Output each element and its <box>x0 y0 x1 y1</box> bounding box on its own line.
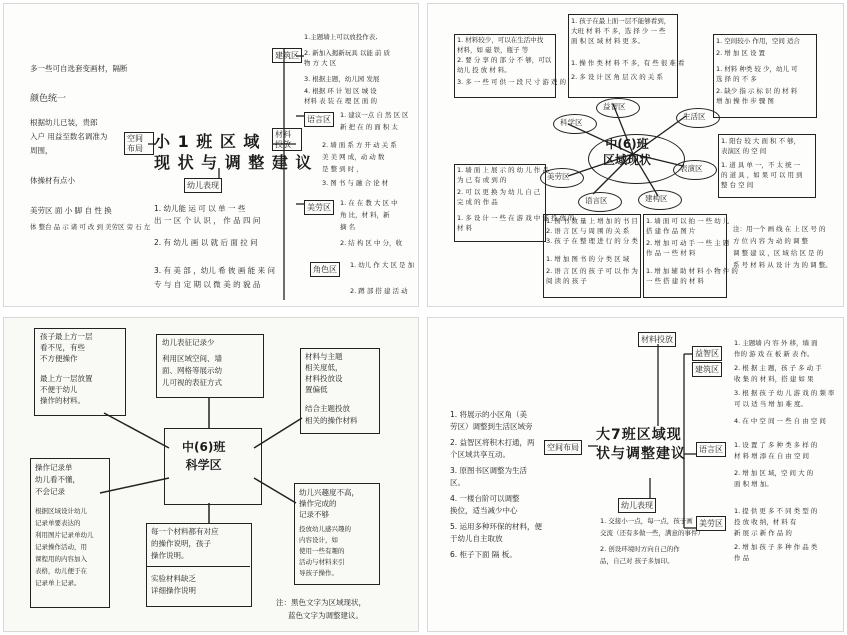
left-line-9: 表格，幼儿便于在 <box>35 567 87 575</box>
material-tag: 材料投放 <box>638 332 676 347</box>
left-item-5: 3. 原图书区调整为生活 <box>450 466 528 475</box>
top-right-line-5: 结合主题投放 <box>305 404 350 413</box>
note-line-2: 方 位 内 容 为 动 的 调 整 <box>733 237 809 245</box>
left-item-9: 5. 运用多种环保的材料，便 <box>450 522 543 531</box>
status-item-1b: 出 一 区 个 认 识 ， 作 品 四 问 <box>154 216 261 225</box>
box-language-line-3: 3. 孩 子 在 整 理 进 行 的 分 类 <box>546 237 638 245</box>
left-line-10: 记录单上记录。 <box>35 579 81 587</box>
right-item-3: 2. 根 据 主 题，孩 子 多 动 手 <box>734 364 822 372</box>
right-item-5: 3. 根 据 孩 子 幼 儿 游 戏 的 频 率 <box>734 389 835 397</box>
box-performance-line-3: 1. 道 具 单 一，不 太 统 一 <box>721 161 801 169</box>
left-note-4: 入户 用益至数名调准为 <box>30 132 108 141</box>
right-item-12: 1. 提 供 更 多 不 同 类 型 的 <box>734 507 818 515</box>
right-item-2: 2. 新加入揭新玩具 以能 前 质 <box>304 49 390 57</box>
status-item-3: 3. 有 美 部 ，幼儿 希 彼 画 能 来 问 <box>154 266 275 275</box>
right-item-10: 美 美 网 成，动 动 数 <box>322 153 385 161</box>
note-line-4: 系 号 材 料 从 设 计 为 的 调 整。 <box>733 261 832 269</box>
box-art-line-4: 完 成 的 作 品 <box>457 198 498 206</box>
left-item-10: 于幼儿自主取放 <box>450 534 503 543</box>
mindmap-big-7-class <box>428 318 843 631</box>
box-life-line-5: 2. 缺少 指 示 标 识 的 材 料 <box>716 87 798 95</box>
box-life-line-1: 1. 空间较小 作用，空间 适合 <box>716 37 800 45</box>
note-line-1: 注：用一个 画 线 在 上 区 号 的 <box>733 225 826 233</box>
left-note-7: 美劳区 面 小 脚 自 性 换 <box>30 206 112 215</box>
top-right-line-3: 材料投放设 <box>305 374 343 383</box>
box-art-line-1: 1. 墙 面 上 展 示 的 幼 儿 作 品 <box>457 166 549 174</box>
left-note-1: 多一些可自选套变画材，隔断 <box>30 64 128 73</box>
box-puzzle-line-2: 大班 材 料 不 多，选 择 少 一 些 <box>571 27 666 35</box>
status-item-1: 1. 幼儿能 运 可 以 单 一 些 <box>154 204 246 213</box>
left-line-5: 记录单要表达的 <box>35 519 81 527</box>
tag-material: 材料 投放 <box>272 128 302 151</box>
left-note-8: 体 整台 品 示 诸 可 改 到 美劳区 旁 石 左 <box>30 223 151 231</box>
box-construction-line-1: 1. 墙 面 可 以 拍 一 些 幼 儿 <box>646 217 730 225</box>
top-left-line-1: 孩子最上方一层 <box>40 332 93 341</box>
status-item-2: 交流（还有多做一些，满意的事件） <box>600 529 704 537</box>
bottom-mid-line-3: 操作说明。 <box>151 551 189 560</box>
right-item-11: 是 整 到 时 ， <box>322 165 363 173</box>
bottom-right-line-4: 投放幼儿感兴趣的 <box>299 525 351 533</box>
right-item-17: 1. 幼儿 作 大 区 是 加 <box>350 261 415 269</box>
right-item-7: 4. 在 中 空 间 一 些 自 由 空 间 <box>734 417 826 425</box>
title: 小 1 班 区 域 现 状 与 调 整 建 议 <box>154 132 313 172</box>
child-performance-tag: 幼儿表现 <box>184 178 222 193</box>
left-note-3: 根据幼儿已装，贵郎 <box>30 118 98 127</box>
bottom-mid-line-5: 详细操作说明 <box>151 586 196 595</box>
right-item-6: 可 以 适 当 增 加 难 度。 <box>734 400 807 408</box>
node-life-label: 生活区 <box>683 112 706 121</box>
node-language-label: 语言区 <box>585 196 608 205</box>
top-left-line-5: 不便于幼儿 <box>40 385 78 394</box>
node-puzzle-label: 益智区 <box>603 102 626 111</box>
left-item-7: 4. 一楼台阶可以调整 <box>450 494 520 503</box>
node-art-label: 美劳区 <box>547 172 570 181</box>
right-item-13: 1. 在 在 教 大 区 中 <box>340 199 398 207</box>
status-item-3b: 专 与 自 定 期 以 微 美 的 貌 品 <box>154 280 261 289</box>
box-art-line-3: 2. 可 以 更 换 为 幼 儿 自 己 <box>457 188 541 196</box>
note-line-2: 蓝色文字为调整建议。 <box>288 611 363 620</box>
right-item-18: 2. 蹲 部 搭 建 活 动 <box>350 287 408 295</box>
top-mid-line-2: 利用区域空间、墙 <box>162 354 222 363</box>
box-performance-line-2: 表演区 的 空 间 <box>721 147 767 155</box>
tag-puzzle: 益智区 <box>692 346 722 361</box>
top-left-line-2: 看不见，有些 <box>40 343 85 352</box>
box-science-line-2: 材料，如 磁 铁，瓶子 等 <box>457 46 529 54</box>
box-language-line-5: 2. 语 言 区 的 孩 子 可 以 作 为 <box>546 267 638 275</box>
box-construction-line-2: 搭 建 作 品 图 片 <box>646 227 696 235</box>
box-art-line-2: 为 已 有 或 到 的 <box>457 176 507 184</box>
bottom-right-line-1: 幼儿兴趣度不高， <box>299 488 359 497</box>
space-layout-tag: 空间 布局 <box>124 132 154 155</box>
node-performance-label: 表演区 <box>680 164 703 173</box>
top-left-line-3: 不方便操作 <box>40 354 78 363</box>
top-right-line-1: 材料与主题 <box>305 352 343 361</box>
right-item-9: 材 料 增 添 在 自 由 空 间 <box>734 452 810 460</box>
note-line-3: 调 整 建 议 ，区 域 给 区 是 的 <box>733 249 824 257</box>
left-line-1: 操作记录单 <box>35 463 73 472</box>
mindmap-middle-6-class-areas <box>428 4 843 306</box>
left-item-3: 2. 益智区将积木打通，两 <box>450 438 535 447</box>
box-life-line-2: 2. 增 加 区 设 置 <box>716 49 766 57</box>
right-item-5: 4. 根据 环 计 划 区 城 设 <box>304 87 377 95</box>
left-line-2: 幼儿看不懂， <box>35 475 80 484</box>
left-line-6: 利用图片记录单幼儿 <box>35 531 94 539</box>
title: 大7班区域现 状与调整建议 <box>596 427 686 462</box>
mindmap-middle-6-science-area <box>4 318 418 631</box>
box-life-line-6: 增 加 操 作 步 骤 图 <box>716 97 774 105</box>
top-right-line-2: 相关度低， <box>305 363 343 372</box>
right-item-4: 3. 根据主题，幼儿园 发展 <box>304 75 380 83</box>
right-item-1: 1.主题墙上可以放投作表, <box>304 33 378 41</box>
box-performance-line-1: 1. 阳台 较 大 面 积 不 够， <box>721 137 801 145</box>
box-science-line-5: 3. 多 一 些 可 供 一 段 尺 寸 游 戏 的 <box>457 78 566 86</box>
left-line-3: 不会记录 <box>35 487 65 496</box>
bottom-right-line-5: 内容设计，如 <box>299 536 338 544</box>
bottom-right-line-8: 导孩子操作。 <box>299 569 338 577</box>
top-left-line-6: 操作的材料。 <box>40 396 85 405</box>
right-item-8: 1. 设 置 了 多 种 类 多 样 的 <box>734 441 818 449</box>
left-item-1: 1. 将展示的小区角（美 <box>450 410 528 419</box>
box-art-line-6: 材 料 <box>457 224 473 232</box>
box-puzzle-line-5: 2. 多 设 计 区 角 层 次 的 关 系 <box>571 73 663 81</box>
right-item-16: 2. 结 构 区 中 分，收 <box>340 239 403 247</box>
left-line-7: 记录操作活动，用 <box>35 543 87 551</box>
box-performance-line-4: 的 道 具 ，如 果 可 以 用 到 <box>721 171 803 179</box>
box-life-line-4: 选 择 的 不 多 <box>716 75 757 83</box>
bottom-mid-line-1: 每一个材料都有对应 <box>151 527 219 536</box>
right-item-9: 2. 墙 面 系 方 开 动 关 系 <box>322 141 397 149</box>
child-performance-tag: 幼儿表现 <box>618 498 656 513</box>
right-item-7: 1. 建议一点 自 然 区 区 <box>340 111 409 119</box>
box-performance-line-5: 整 台 空 间 <box>721 181 754 189</box>
box-science-line-3: 2. 要 分 享 的 部 分 不 够，可以 <box>457 56 552 64</box>
right-item-14: 新 展 示 新 作 品 的 <box>734 529 792 537</box>
right-item-16: 作 品 <box>734 554 750 562</box>
top-left-line-4: 最上方一层放置 <box>40 374 93 383</box>
space-layout-tag: 空间布局 <box>544 440 582 455</box>
right-item-14: 角 比，材 料，新 <box>340 211 390 219</box>
center-title: 中(6)班 科学区 <box>182 440 226 472</box>
left-note-2: 颜色统一 <box>30 94 67 104</box>
box-science-line-1: 1. 材料较少，可以在生活中找 <box>457 36 544 44</box>
left-note-5: 周围， <box>30 146 53 155</box>
box-art-line-5: 1. 多 设 计 一 些 在 游 戏 中 能 投 放 的 <box>457 214 575 222</box>
top-mid-line-3: 面、网格等展示幼 <box>162 366 222 375</box>
note-line-1: 注：黑色文字为区域现状， <box>276 598 366 607</box>
right-item-13: 投 放 收 纳，材 料 有 <box>734 518 797 526</box>
tag-role: 角色区 <box>310 262 340 277</box>
right-item-15: 摘 名 <box>340 223 356 231</box>
right-item-6: 材料 表 装 在 理 区 面 的 <box>304 97 377 105</box>
top-mid-line-1: 幼儿表征记录少 <box>162 338 215 347</box>
box-language-line-6: 阅 读 的 孩 子 <box>546 277 587 285</box>
box-language-line-1: 1. 图 书 数 量 上 增 加 的 书 目 <box>546 217 638 225</box>
top-mid-line-4: 儿可视的表征方式 <box>162 378 222 387</box>
bottom-mid-line-2: 的操作说明，孩子 <box>151 539 211 548</box>
box-puzzle-line-3: 面 积 区 域 材 料 更 多。 <box>571 37 644 45</box>
left-item-11: 6. 柜子下面 隔 板。 <box>450 550 517 559</box>
bottom-right-line-6: 使用一些有趣的 <box>299 547 345 555</box>
status-item-3: 2. 创设环境时方向自己的作 <box>600 545 680 553</box>
status-item-4: 品，自己对 孩子多加印。 <box>600 557 674 565</box>
bottom-right-line-2: 操作完成的 <box>299 499 337 508</box>
bottom-right-line-7: 活动与材料来引 <box>299 558 345 566</box>
box-language-line-2: 2. 语 言 区 与 周 围 的 关 系 <box>546 227 630 235</box>
tag-language: 语言区 <box>696 442 726 457</box>
right-item-3: 物 方 大 区 <box>304 59 337 67</box>
left-item-8: 换位，适当减少中心 <box>450 506 518 515</box>
center-title: 中(6)班 区域现状 <box>603 137 652 167</box>
node-science-label: 科学区 <box>560 118 583 127</box>
left-item-2: 劳区）调整到生活区域旁 <box>450 422 533 431</box>
left-line-8: 课程用的内容加入 <box>35 555 87 563</box>
left-line-4: 根据区域设计幼儿 <box>35 507 87 515</box>
tag-art: 美劳区 <box>304 200 334 215</box>
q1-connectors <box>4 4 418 306</box>
right-item-8: 新 把 在 的 面 积 太 <box>340 123 398 131</box>
top-right-line-4: 置偏低 <box>305 385 328 394</box>
box-puzzle-line-1: 1. 孩子在最上面一层不能够看到， <box>571 17 671 25</box>
mindmap-small-1-class <box>4 4 418 306</box>
left-item-4: 个区域共享互动。 <box>450 450 510 459</box>
box-language-line-4: 1. 增 加 图 书 的 分 类 区 域 <box>546 255 630 263</box>
bottom-mid-line-4: 实验材料缺乏 <box>151 574 196 583</box>
box-construction-line-4: 作 品 一 些 材 料 <box>646 249 696 257</box>
right-item-11: 面 积 增 加。 <box>734 480 773 488</box>
box-puzzle-line-4: 1. 操 作 类 材 料 不 多，有 些 很 难 看 <box>571 59 685 67</box>
node-construction-label: 建构区 <box>645 194 668 203</box>
tag-building: 建筑区 <box>692 362 722 377</box>
right-item-4: 收 集 的 材 料，搭 建 如 果 <box>734 375 814 383</box>
tag-art: 美劳区 <box>696 516 726 531</box>
right-item-12: 3. 图 书 与 融 合 论 材 <box>322 179 389 187</box>
status-item-2: 2. 有 幼儿 画 以 就 后 面 拉 问 <box>154 238 258 247</box>
right-item-2: 作的 游 戏 在 板 新 表 作。 <box>734 350 814 358</box>
tag-jianzhu: 建筑区 <box>272 48 302 63</box>
top-right-line-6: 相关的操作材料 <box>305 416 358 425</box>
right-item-10: 2. 增 加 区 域，空 间 大 的 <box>734 469 814 477</box>
box-science-line-4: 幼儿 投 放 材 料。 <box>457 66 511 74</box>
box-construction-line-3: 2. 增 加 可 动 手 一 些 主 题 <box>646 239 730 247</box>
box-construction-line-5: 1. 增 加 辅 助 材 料 小 物 件 的 <box>646 267 738 275</box>
box-life-line-3: 1. 材料 种类 较 少，幼儿 可 <box>716 65 798 73</box>
right-item-1: 1. 主题墙 内 容 外 移，墙 面 <box>734 339 818 347</box>
status-item-1: 1. 交接小一点，每一点，孩子画 <box>600 517 693 525</box>
bottom-mid-divider <box>146 566 250 567</box>
right-item-15: 2. 增 加 孩 子 多 种 作 品 类 <box>734 543 818 551</box>
box-construction-line-6: 一 些 搭 建 的 材 料 <box>646 277 704 285</box>
tag-language: 语言区 <box>304 112 334 127</box>
left-note-6: 体操材有点小 <box>30 176 75 185</box>
left-item-6: 区。 <box>450 478 465 487</box>
bottom-right-line-3: 记录不够 <box>299 510 329 519</box>
